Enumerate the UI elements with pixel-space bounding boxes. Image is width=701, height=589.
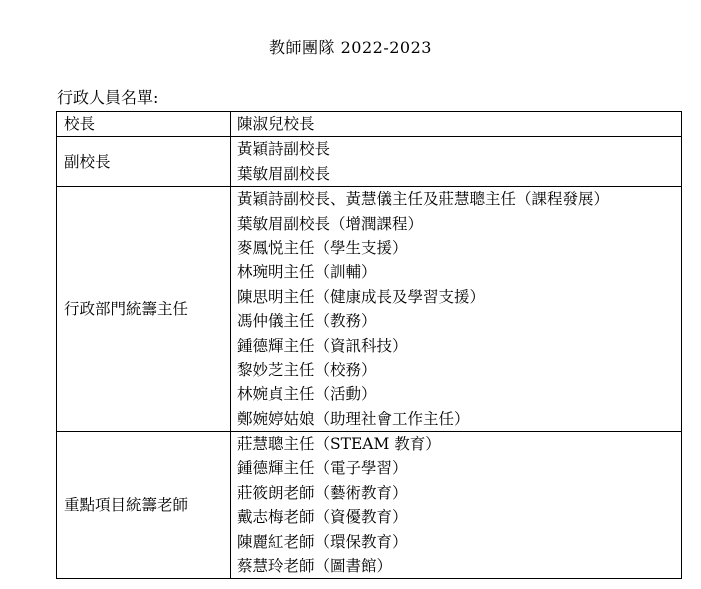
staff-name: 鍾德輝主任（電子學習） <box>237 459 408 478</box>
staff-name: 鄭婉婷姑娘（助理社會工作主任） <box>237 409 470 428</box>
table-row <box>57 137 682 187</box>
role-cell: 副校長 <box>57 137 231 187</box>
staff-name: 戴志梅老師（資優教育） <box>237 508 408 527</box>
staff-name: 陳思明主任（健康成長及學習支援） <box>237 287 486 306</box>
table-row <box>57 187 682 432</box>
table-row <box>57 112 682 137</box>
staff-name: 黃穎詩副校長 <box>237 140 331 159</box>
staff-name: 葉敏眉副校長（增潤課程） <box>237 214 424 233</box>
staff-table-body <box>57 112 682 579</box>
table-row <box>57 432 682 579</box>
staff-name: 莊慧聰主任（STEAM 教育） <box>237 435 441 454</box>
staff-name: 葉敏眉副校長 <box>237 164 331 183</box>
staff-name: 蔡慧玲老師（圖書館） <box>237 557 393 576</box>
staff-name: 鍾德輝主任（資訊科技） <box>237 336 408 355</box>
staff-table <box>56 111 682 579</box>
staff-name: 林婉貞主任（活動） <box>237 385 377 404</box>
staff-name: 黎妙芝主任（校務） <box>237 360 377 379</box>
staff-name: 陳淑兒校長 <box>237 115 315 133</box>
role-cell: 校長 <box>57 112 231 137</box>
staff-name: 麥鳳悦主任（學生支援） <box>237 238 408 257</box>
names-cell <box>231 137 682 187</box>
doc-title: 教師團隊 2022-2023 <box>269 38 432 57</box>
names-cell <box>231 112 682 137</box>
staff-name: 陳麗紅老師（環保教育） <box>237 532 408 551</box>
staff-name: 莊筱朗老師（藝術教育） <box>237 483 408 502</box>
role-cell: 重點項目統籌老師 <box>57 432 231 579</box>
list-caption: 行政人員名單: <box>57 88 159 107</box>
role-cell: 行政部門統籌主任 <box>57 187 231 432</box>
staff-name: 馮仲儀主任（教務） <box>237 312 377 331</box>
names-cell <box>231 187 682 432</box>
staff-name: 黃穎詩副校長、黃慧儀主任及莊慧聰主任（課程發展） <box>237 190 610 209</box>
names-cell <box>231 432 682 579</box>
staff-name: 林琬明主任（訓輔） <box>237 263 377 282</box>
